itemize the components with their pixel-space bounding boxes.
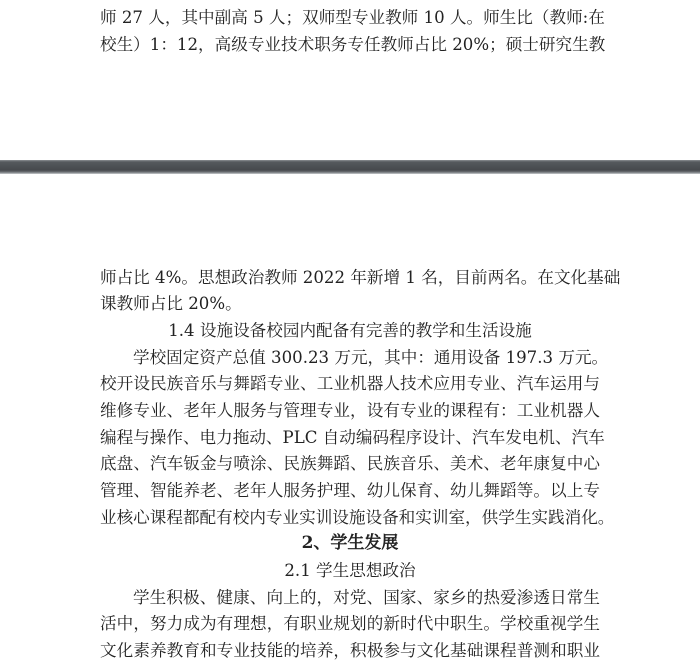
text-line: 业核心课程都配有校内专业实训设施设备和实训室，供学生实践消化。 [100, 508, 615, 527]
text-line: 管理、智能养老、老年人服务护理、幼儿保育、幼儿舞蹈等。以上专 [100, 481, 600, 500]
document-page-2 [0, 174, 700, 665]
text-line: 课教师占比 20%。 [100, 294, 242, 313]
text-line: 师 27 人，其中副高 5 人；双师型专业教师 10 人。师生比（教师:在 [100, 8, 605, 27]
text-line: 校开设民族音乐与舞蹈专业、工业机器人技术应用专业、汽车运用与 [100, 374, 600, 393]
text-line: 师占比 4%。思想政治教师 2022 年新增 1 名，目前两名。在文化基础 [100, 268, 621, 287]
text-line: 维修专业、老年人服务与管理专业，设有专业的课程有：工业机器人 [100, 401, 600, 420]
text-line: 编程与操作、电力拖动、PLC 自动编码程序设计、汽车发电机、汽车 [100, 428, 605, 447]
text-line: 文化素养教育和专业技能的培养，积极参与文化基础课程普测和职业 [100, 641, 600, 660]
text-line: 活中，努力成为有理想，有职业规划的新时代中职生。学校重视学生 [100, 614, 600, 633]
section-heading-2-1: 2.1 学生思想政治 [284, 561, 416, 580]
text-line: 底盘、汽车钣金与喷涂、民族舞蹈、民族音乐、美术、老年康复中心 [100, 454, 600, 473]
document-page-1 [0, 0, 700, 160]
section-heading-1-4: 1.4 设施设备校园内配备有完善的教学和生活设施 [168, 321, 532, 340]
section-heading-2: 2、学生发展 [301, 533, 399, 553]
text-line: 学生积极、健康、向上的，对党、国家、家乡的热爱渗透日常生 [133, 588, 600, 607]
text-line: 校生）1：12，高级专业技术职务专任教师占比 20%；硕士研究生教 [100, 35, 606, 54]
text-line: 学校固定资产总值 300.23 万元，其中：通用设备 197.3 万元。 [133, 348, 609, 367]
page-separator [0, 160, 700, 174]
